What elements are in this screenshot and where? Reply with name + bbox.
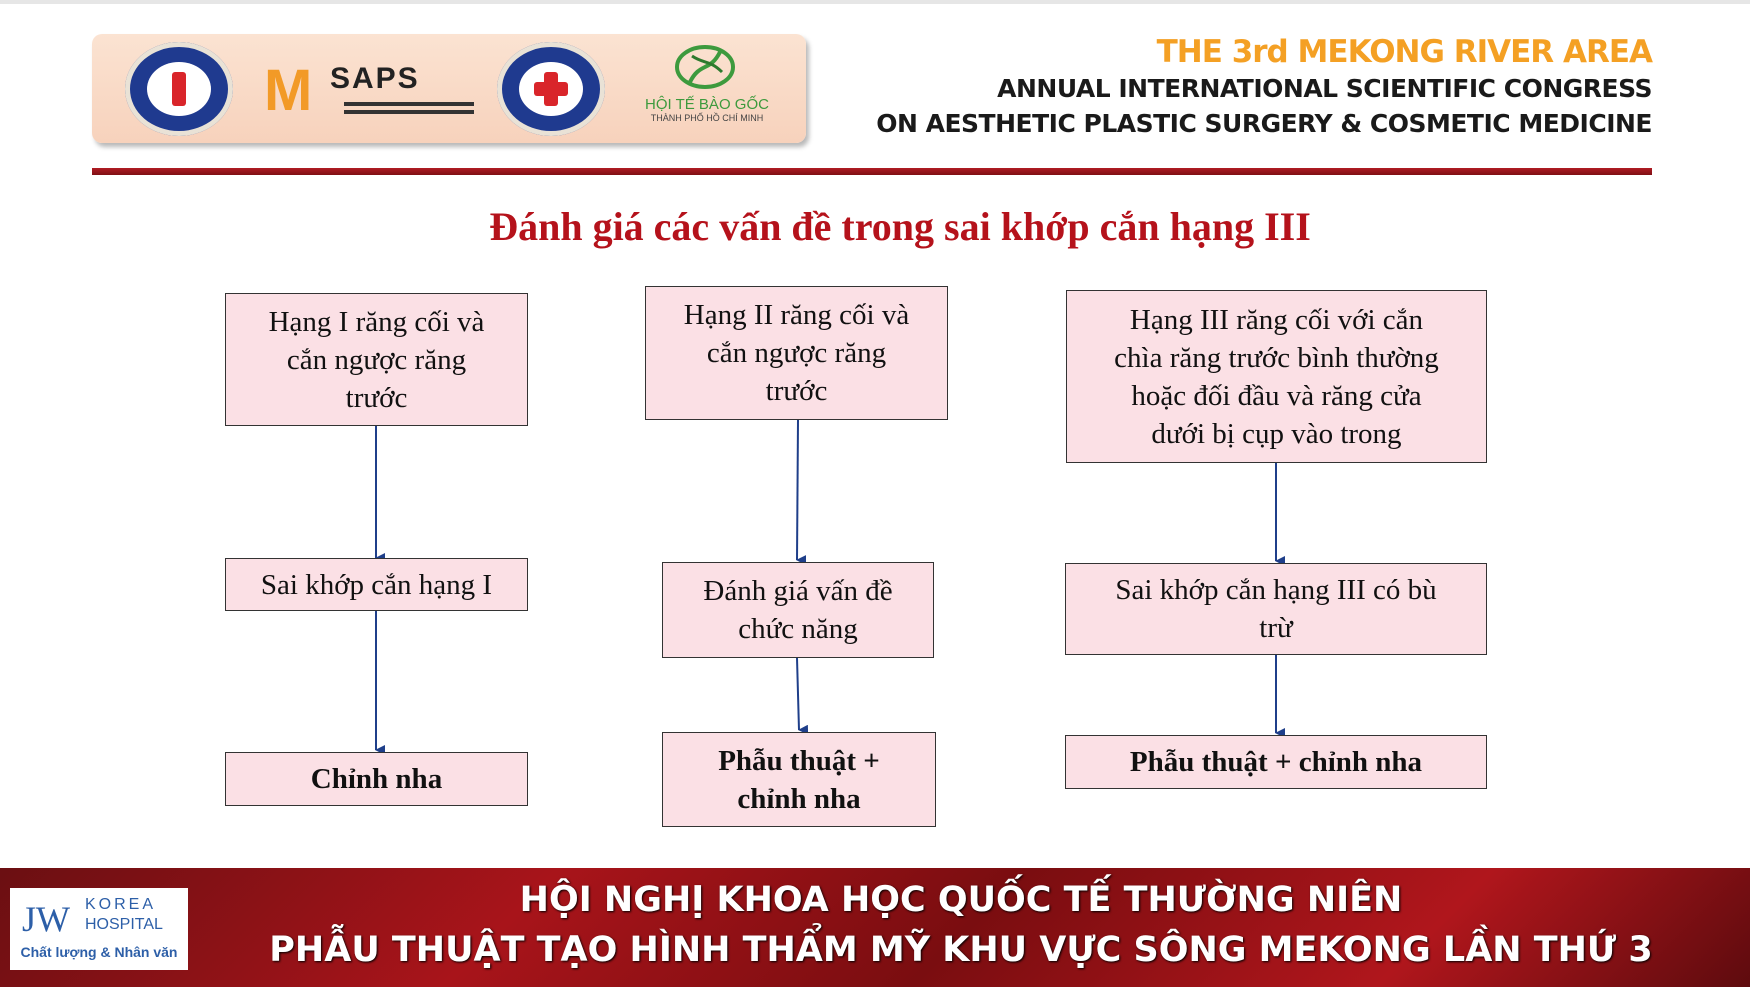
box-class-i-condition: Hạng I răng cối và cắn ngược răng trước [225, 293, 528, 426]
box-surgery-orthodontics-col3: Phẫu thuật + chỉnh nha [1065, 735, 1487, 789]
arrow-col2-bottom [797, 658, 799, 730]
caduceus-icon [172, 72, 186, 106]
logo-korea-text: KOREA [85, 896, 157, 913]
jw-korea-hospital-logo [10, 888, 188, 970]
box-functional-assessment: Đánh giá vấn đề chức năng [662, 562, 934, 658]
msaps-logo: M SAPS [264, 56, 484, 126]
box-compensated-class-iii: Sai khớp cắn hạng III có bù trừ [1065, 563, 1487, 655]
stem-cell-society-name: HỘI TẾ BÀO GỐC THÀNH PHỐ HỒ CHÍ MINH [645, 96, 769, 123]
msaps-word: SAPS [330, 62, 420, 95]
footer-line-1: HỘI NGHỊ KHOA HỌC QUỐC TẾ THƯỜNG NIÊN [519, 880, 1403, 920]
arrow-col2-top [797, 420, 798, 560]
congress-line-3: ON AESTHETIC PLASTIC SURGERY & COSMETIC MEDICINE [876, 109, 1652, 138]
box-class-iii-condition: Hạng III răng cối với cắn chìa răng trước bình thường hoặc đối đầu và răng cửa dưới bị cụp vào trong [1066, 290, 1487, 463]
slide-title: Đánh giá các vấn đề trong sai khớp cắn hạng III [489, 204, 1311, 249]
box-class-ii-condition: Hạng II răng cối và cắn ngược răng trước [645, 286, 948, 420]
footer-line-2: PHẪU THUẬT TẠO HÌNH THẨM MỸ KHU VỰC SÔNG MEKONG LẦN THỨ 3 [269, 930, 1653, 970]
logo-hospital-text: HOSPITAL [85, 916, 163, 933]
congress-line-1: THE 3rd MEKONG RIVER AREA [1156, 34, 1652, 70]
cross-icon [544, 72, 558, 106]
congress-line-2: ANNUAL INTERNATIONAL SCIENTIFIC CONGRESS [997, 74, 1652, 103]
logo-tagline: Chất lượng & Nhân văn [20, 944, 178, 960]
box-orthodontics: Chỉnh nha [225, 752, 528, 806]
box-class-i-malocclusion: Sai khớp cắn hạng I [225, 558, 528, 611]
jw-logo-mark: JW [22, 899, 70, 939]
box-surgery-orthodontics-col2: Phẫu thuật + chỉnh nha [662, 732, 936, 827]
